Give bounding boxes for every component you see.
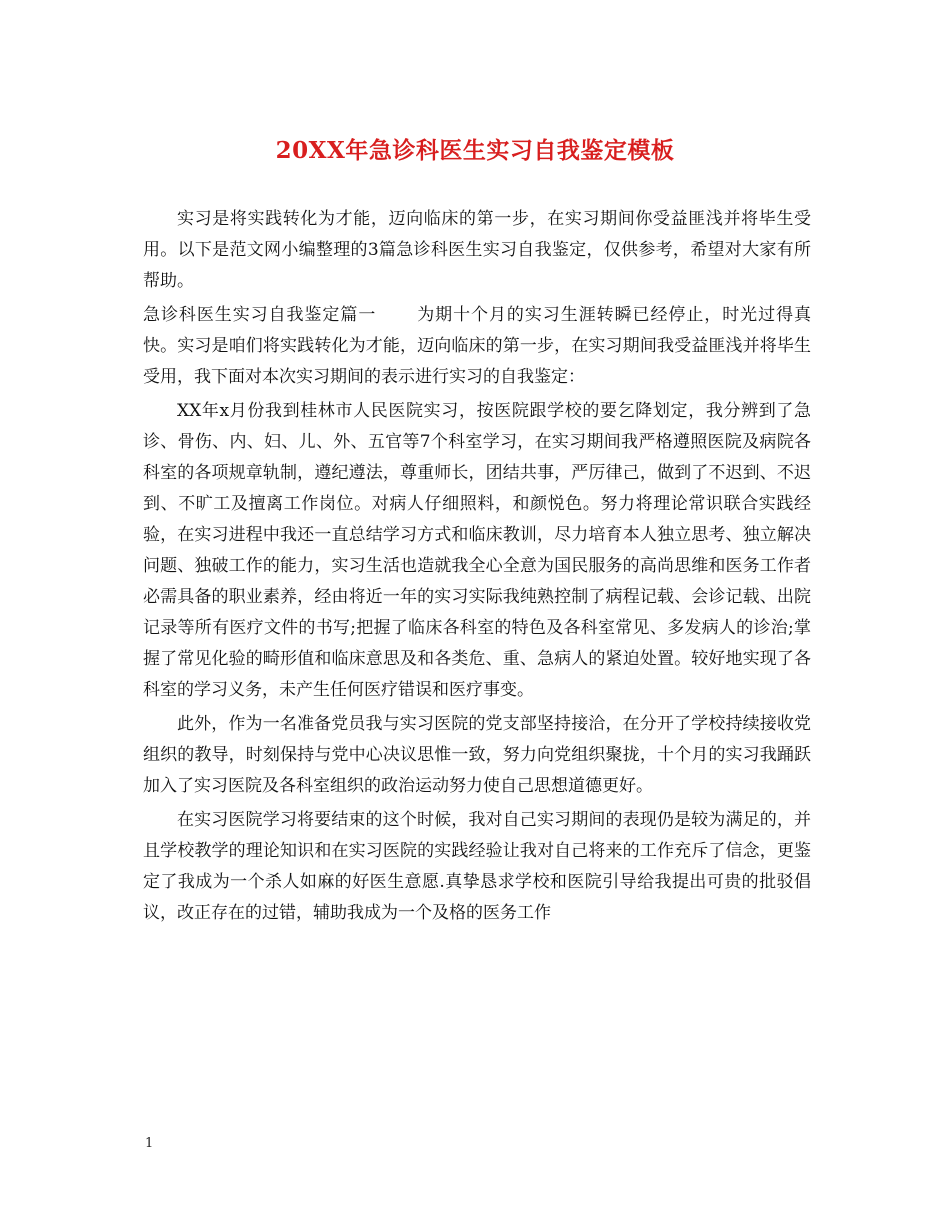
document-title: 20XX年急诊科医生实习自我鉴定模板 xyxy=(275,137,675,164)
intro-paragraph: 实习是将实践转化为才能，迈向临床的第一步，在实习期间你受益匪浅并将毕生受用。以下是范文网小编整理的3篇急诊科医生实习自我鉴定，仅供参考，希望对大家有所帮助。 xyxy=(143,209,811,291)
section-first-paragraph: 为期十个月的实习生涯转瞬已经停止，时光过得真快。实习是咱们将实践转化为才能，迈向临床的第一步，在实习期间我受益匪浅并将毕生受用，我下面对本次实习期间的表示进行实习的自我鉴定： xyxy=(143,305,812,387)
page-number: 1 xyxy=(145,1136,154,1151)
section-opening-paragraph xyxy=(143,300,811,393)
section-heading: 急诊科医生实习自我鉴定篇一 xyxy=(143,305,377,325)
body-paragraph-internship: XX年x月份我到桂林市人民医院实习，按医院跟学校的要乞降划定，我分辨到了急诊、骨伤、内、妇、儿、外、五官等7个科室学习，在实习期间我严格遵照医院及病院各科室的各项规章轨制，遵纪遵法，尊重师长，团结共事，严厉律己，做到了不迟到、不迟到、不旷工及擅离工作岗位。对病人仔细照料，和颜悦色。努力将理论常识联合实践经验，在实习进程中我还一直总结学习方式和临床教训，尽力培育本人独立思考、独立解决问题、独破工作的能力，实习生活也造就我全心全意为国民服务的高尚思维和医务工作者必需具备的职业素养，经由将近一年的实习实际我纯熟控制了病程记载、会诊记载、出院记录等所有医疗文件的书写;把握了临床各科室的特色及各科室常见、多发病人的诊治;掌握了常见化验的畸形值和临床意思及和各类危、重、急病人的紧迫处置。较好地实现了各科室的学习义务，未产生任何医疗错误和医疗事变。 xyxy=(143,401,811,700)
body-paragraph-party: 此外，作为一名准备党员我与实习医院的党支部坚持接洽，在分开了学校持续接收党组织的教导，时刻保持与党中心决议思惟一致，努力向党组织聚拢，十个月的实习我踊跃加入了实习医院及各科室组织的政治运动努力使自己思想道德更好。 xyxy=(143,714,811,796)
body-paragraph-conclusion: 在实习医院学习将要结束的这个时候，我对自己实习期间的表现仍是较为满足的，并且学校教学的理论知识和在实习医院的实践经验让我对自己将来的工作充斥了信念，更鉴定了我成为一个杀人如麻的好医生意愿.真挚恳求学校和医院引导给我提出可贵的批驳倡议，改正存在的过错，辅助我成为一个及格的医务工作 xyxy=(143,810,811,923)
document-body xyxy=(143,204,811,932)
